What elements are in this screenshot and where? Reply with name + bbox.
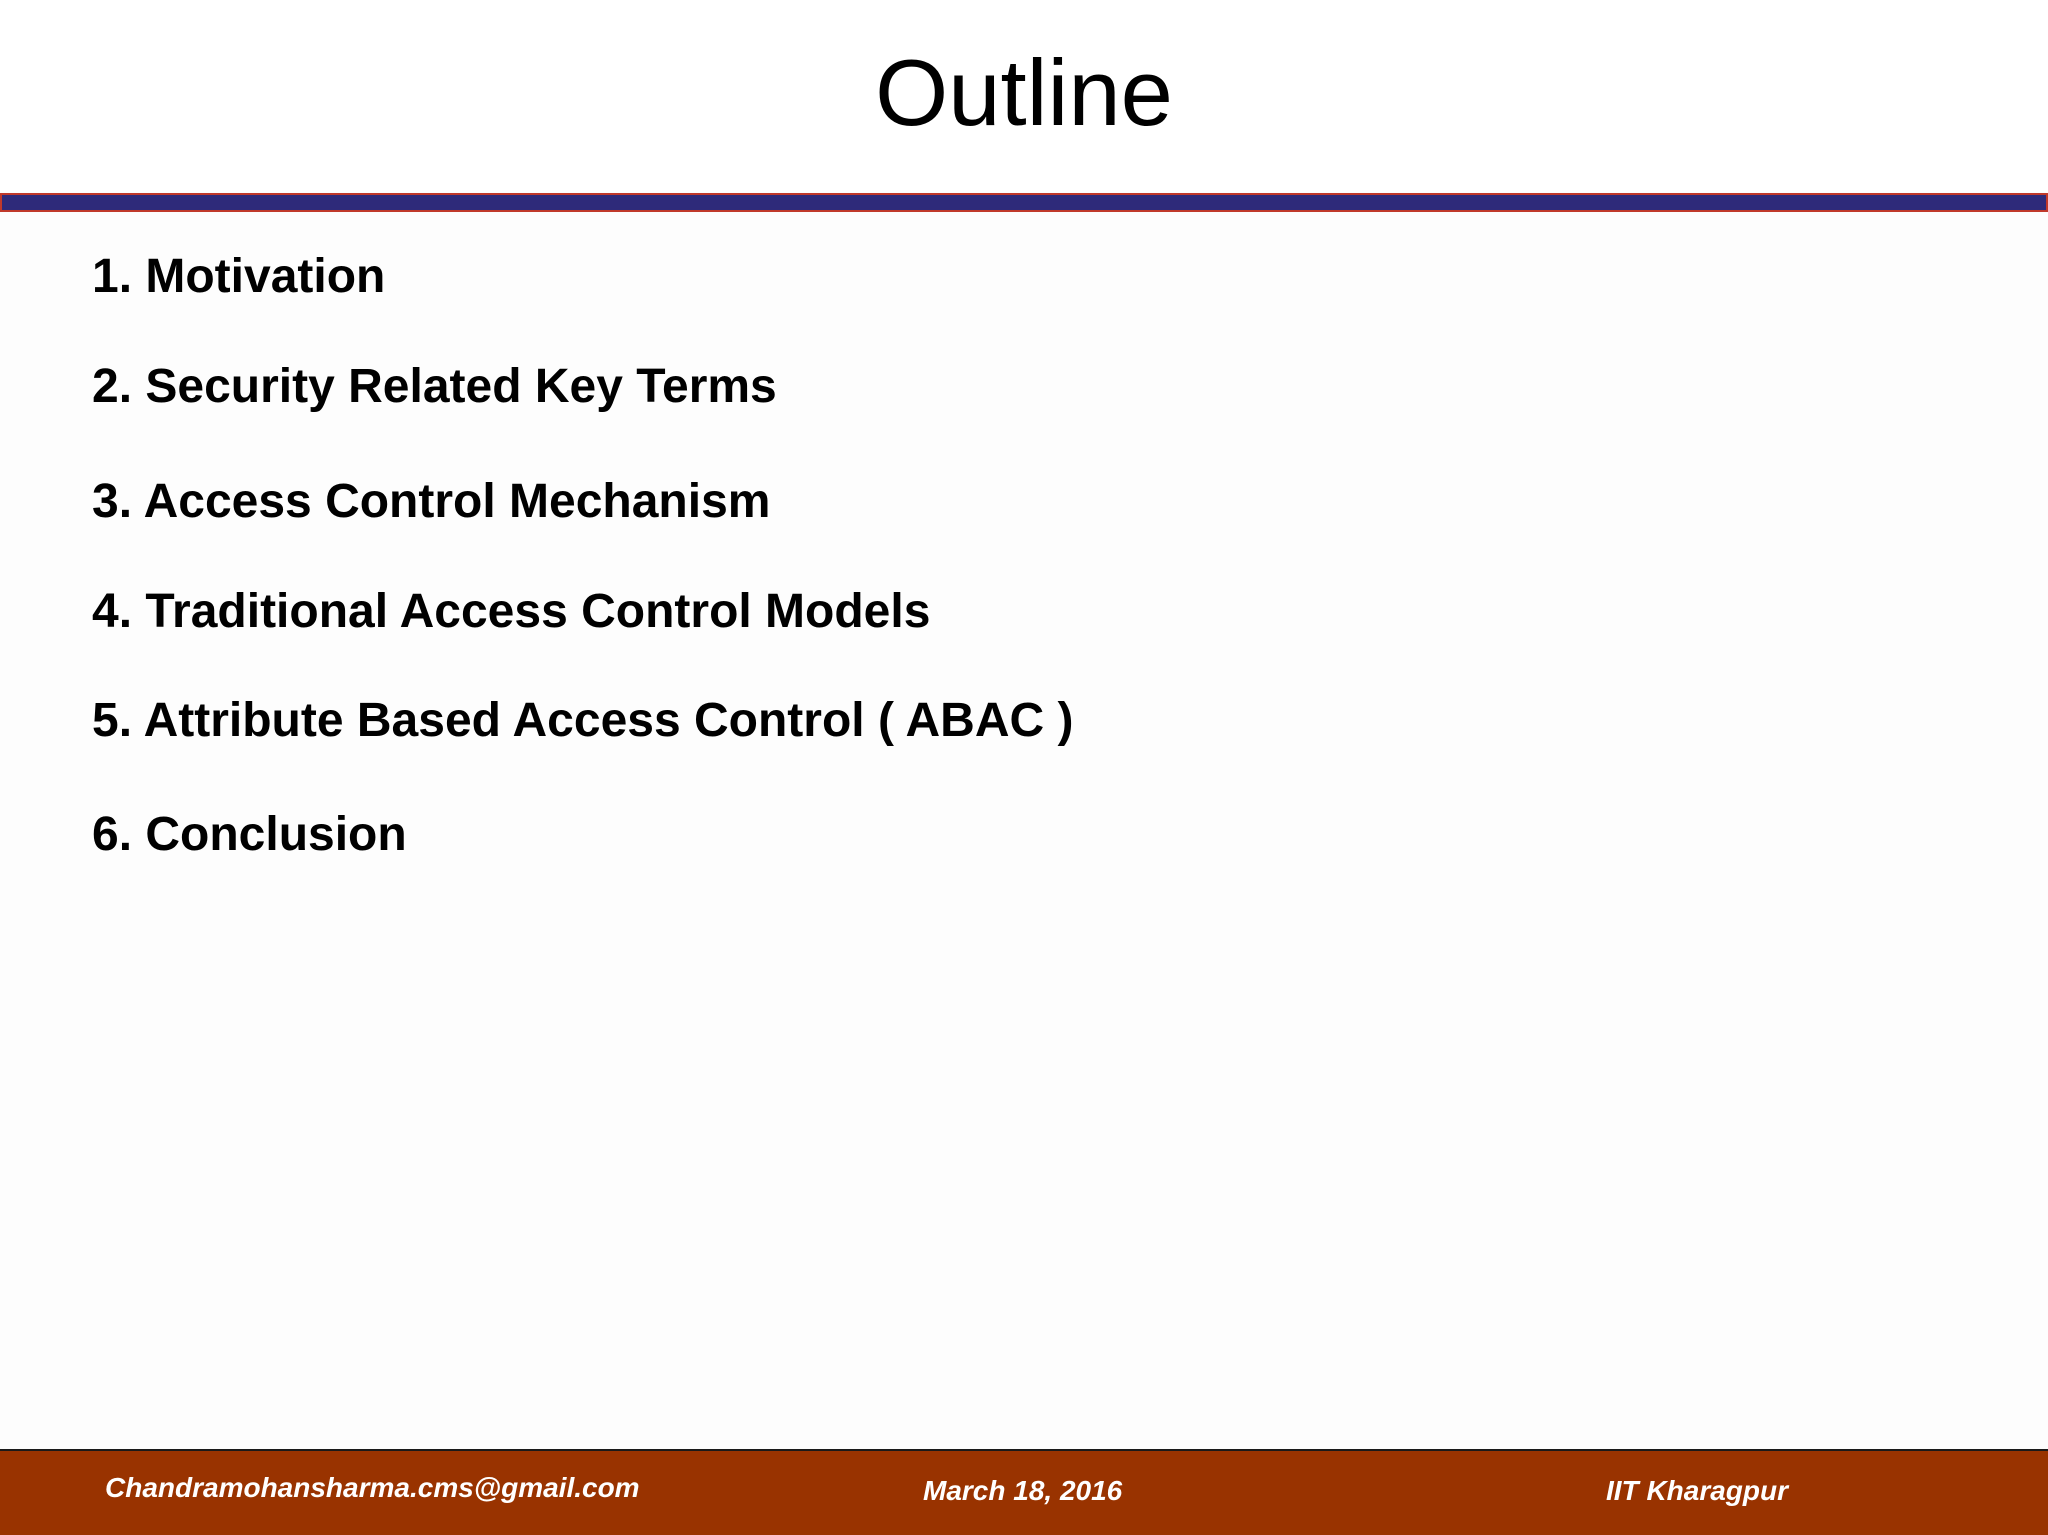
outline-item-conclusion: 6. Conclusion (92, 808, 407, 861)
slide-title: Outline (875, 40, 1173, 145)
outline-item-security-terms: 2. Security Related Key Terms (92, 360, 777, 413)
footer-email: Chandramohansharma.cms@gmail.com (105, 1472, 640, 1503)
footer-date: March 18, 2016 (923, 1475, 1123, 1506)
slide-header (0, 0, 2048, 192)
outline-item-traditional-models: 4. Traditional Access Control Models (92, 585, 931, 638)
outline-item-motivation: 1. Motivation (92, 250, 386, 303)
footer-institution: IIT Kharagpur (1606, 1475, 1789, 1506)
slide-footer (0, 1449, 2048, 1535)
title-divider (0, 193, 2048, 212)
outline-item-access-control-mechanism: 3. Access Control Mechanism (92, 475, 771, 528)
outline-item-abac: 5. Attribute Based Access Control ( ABAC ) (92, 694, 1074, 747)
